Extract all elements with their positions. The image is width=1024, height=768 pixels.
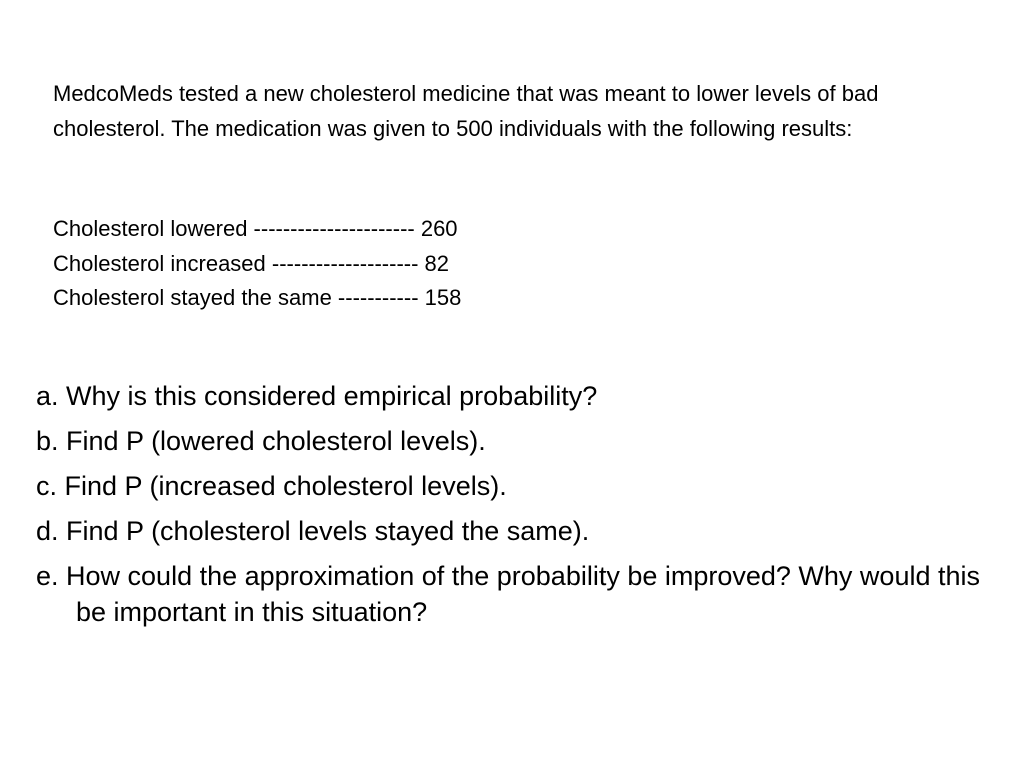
result-row-lowered: Cholesterol lowered ---------------------- 260 [53,216,458,241]
questions-list [36,378,996,630]
problem-statement [53,77,983,146]
question-c: c. Find P (increased cholesterol levels). [36,471,507,501]
problem-intro-text: MedcoMeds tested a new cholesterol medicine that was meant to lower levels of bad cholesterol. The medication was given to 500 individuals with the following results: [53,81,879,141]
question-d: d. Find P (cholesterol levels stayed the same). [36,516,590,546]
result-row-increased: Cholesterol increased -------------------- 82 [53,250,449,276]
question-e: e. How could the approximation of the probability be improved? Why would this be important in this situation? [36,561,980,627]
question-a: a. Why is this considered empirical probability? [36,381,598,411]
question-b: b. Find P (lowered cholesterol levels). [36,426,486,456]
result-row-same: Cholesterol stayed the same ----------- 158 [53,285,462,310]
results-list [53,212,753,316]
